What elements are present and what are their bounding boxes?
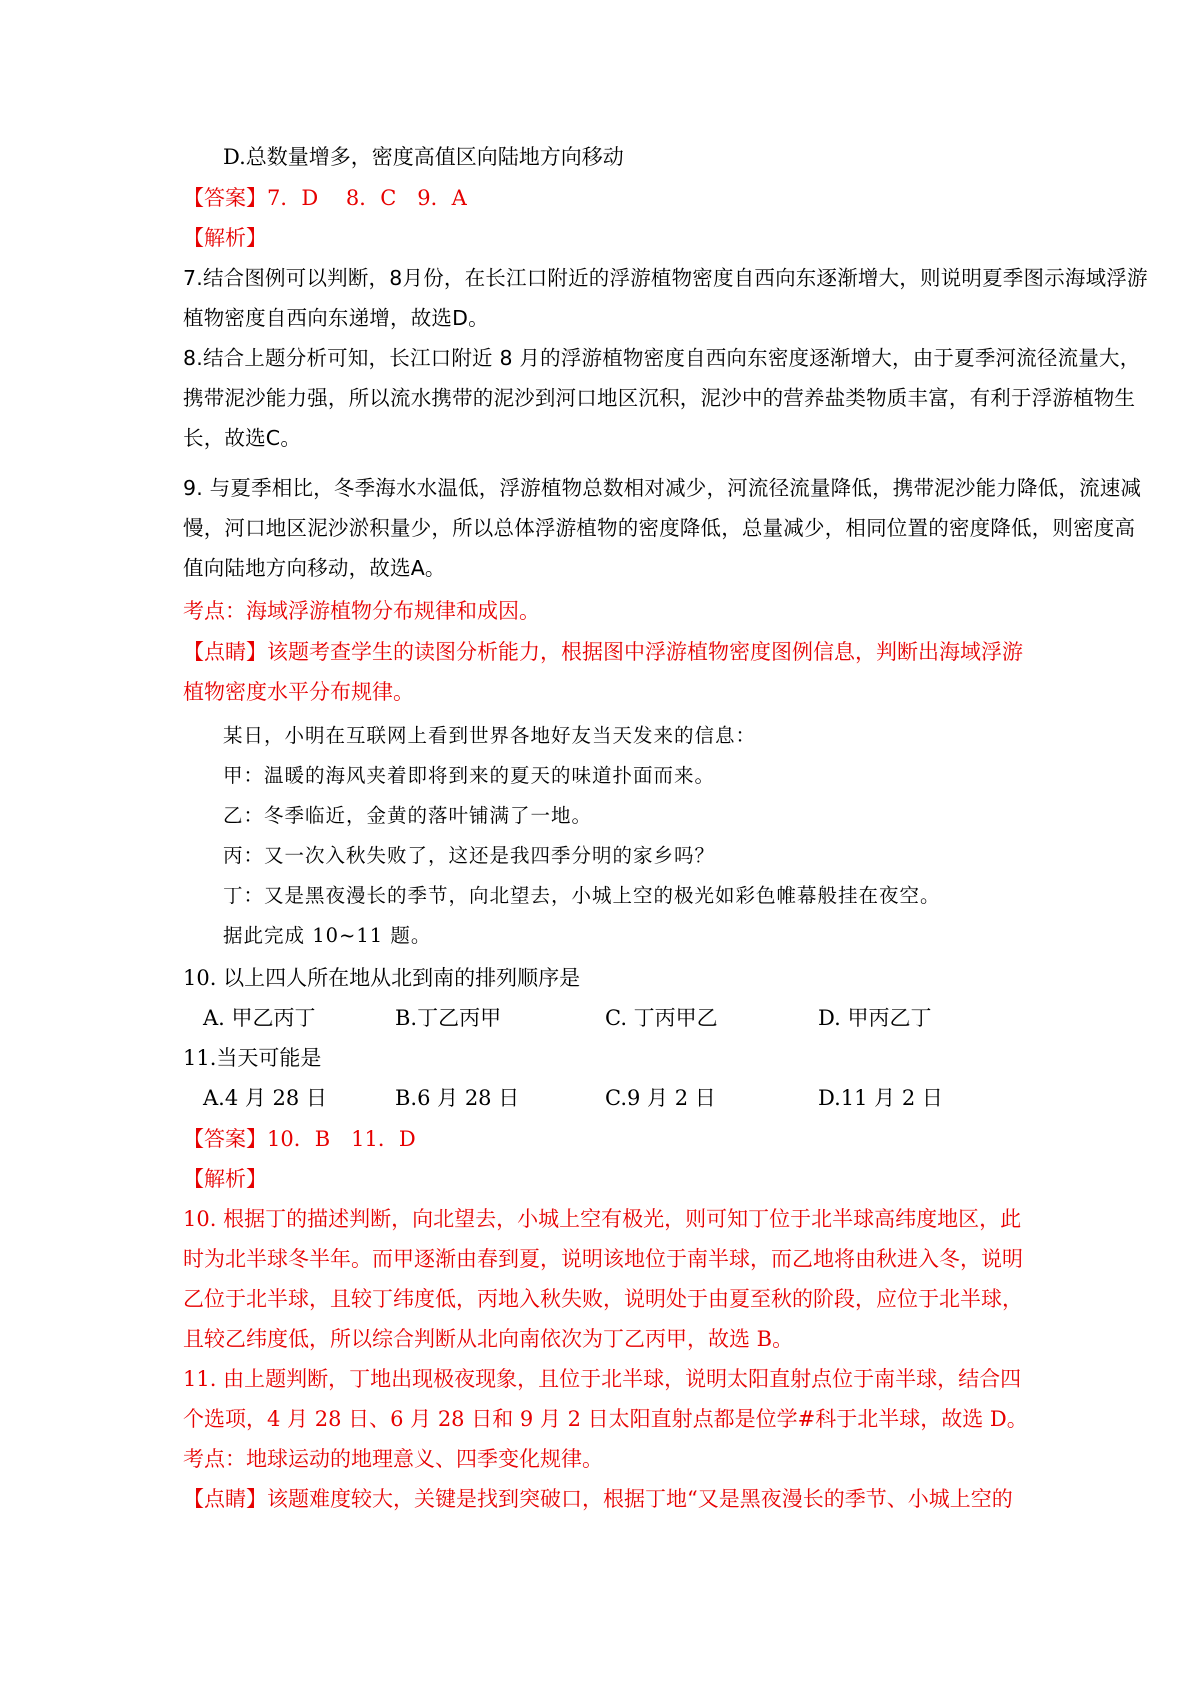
stem-bing: 丙：又一次入秋失败了，这还是我四季分明的家乡吗？ [223, 844, 716, 867]
stem-jia: 甲：温暖的海风夹着即将到来的夏天的味道扑面而来。 [223, 764, 716, 787]
stem-yi: 乙：冬季临近，金黄的落叶铺满了一地。 [223, 804, 593, 827]
kaodian-2: 考点：地球运动的地理意义、四季变化规律。 [183, 1447, 603, 1471]
explain8-line-1: 8.结合上题分析可知，长江口附近 8 月的浮游植物密度自西向东密度逐渐增大，由于夏季河流径流量大， [183, 346, 1141, 370]
explain9-line-1: 9. 与夏季相比，冬季海水水温低，浮游植物总数相对减少，河流径流量降低，携带泥沙能力降低，流速减 [183, 476, 1142, 500]
explain7-line-1: 7.结合图例可以判断，8月份，在长江口附近的浮游植物密度自西向东逐渐增大，则说明夏季图示海域浮游 [183, 266, 1148, 290]
answer-tag-2: 【答案】 [183, 1127, 267, 1151]
explain10-line-1: 10. 根据丁的描述判断，向北望去，小城上空有极光，则可知丁位于北半球高纬度地区，此 [183, 1207, 1022, 1231]
explain7-line-2: 植物密度自西向东递增，故选D。 [183, 306, 489, 330]
answer-line-1 [183, 183, 467, 213]
answer-text: 7．D 8．C 9．A [267, 186, 467, 210]
explain10-line-2: 时为北半球冬半年。而甲逐渐由春到夏，说明该地位于南半球，而乙地将由秋进入冬，说明 [183, 1247, 1023, 1271]
q11-option-c: C.9 月 2 日 [605, 1086, 716, 1110]
kaodian-1: 考点：海域浮游植物分布规律和成因。 [183, 599, 540, 623]
option-d-prev: D.总数量增多，密度高值区向陆地方向移动 [223, 145, 624, 169]
dianjing-tag: 【点睛】 [183, 640, 267, 664]
answer-text-2: 10．B 11．D [267, 1127, 416, 1151]
q10-text: 10. 以上四人所在地从北到南的排列顺序是 [183, 966, 581, 990]
explain11-line-2: 个选项，4 月 28 日、6 月 28 日和 9 月 2 日太阳直射点都是位学#科于北半球，故选 D。 [183, 1407, 1028, 1431]
q11-option-a: A.4 月 28 日 [203, 1086, 327, 1110]
q10-option-d: D. 甲丙乙丁 [818, 1006, 932, 1030]
dianjing-line-2: 植物密度水平分布规律。 [183, 680, 414, 704]
dianjing-text-1: 该题考查学生的读图分析能力，根据图中浮游植物密度图例信息，判断出海域浮游 [267, 640, 1023, 664]
q11-text: 11.当天可能是 [183, 1046, 322, 1070]
explain9-line-3: 值向陆地方向移动，故选A。 [183, 556, 446, 580]
dianjing-text-2: 该题难度较大，关键是找到突破口，根据丁地“又是黑夜漫长的季节、小城上空的 [267, 1487, 1013, 1511]
stem-instruction: 据此完成 10~11 题。 [223, 924, 432, 947]
q11-option-d: D.11 月 2 日 [818, 1086, 943, 1110]
dianjing-tag-2: 【点睛】 [183, 1487, 267, 1511]
explain10-line-4: 且较乙纬度低，所以综合判断从北向南依次为丁乙丙甲，故选 B。 [183, 1327, 794, 1351]
stem-ding: 丁：又是黑夜漫长的季节，向北望去，小城上空的极光如彩色帷幕般挂在夜空。 [223, 884, 941, 907]
q10-option-b: B.丁乙丙甲 [395, 1006, 502, 1030]
explain8-line-3: 长，故选C。 [183, 426, 302, 450]
answer-tag: 【答案】 [183, 186, 267, 210]
q10-option-a: A. 甲乙丙丁 [203, 1006, 316, 1030]
dianjing-line-1 [183, 637, 1023, 667]
explain9-line-2: 慢，河口地区泥沙淤积量少，所以总体浮游植物的密度降低，总量减少，相同位置的密度降低，则密度高 [183, 516, 1136, 540]
answer-line-2 [183, 1124, 416, 1154]
stem-intro: 某日，小明在互联网上看到世界各地好友当天发来的信息： [223, 724, 757, 747]
explain8-line-2: 携带泥沙能力强，所以流水携带的泥沙到河口地区沉积，泥沙中的营养盐类物质丰富，有利于浮游植物生 [183, 386, 1136, 410]
analysis-tag-1: 【解析】 [183, 226, 267, 250]
explain10-line-3: 乙位于北半球，且较丁纬度低，丙地入秋失败，说明处于由夏至秋的阶段，应位于北半球， [183, 1287, 1023, 1311]
q11-option-b: B.6 月 28 日 [395, 1086, 520, 1110]
dianjing-line-3 [183, 1484, 1013, 1514]
analysis-tag-2: 【解析】 [183, 1167, 267, 1191]
explain11-line-1: 11. 由上题判断，丁地出现极夜现象，且位于北半球，说明太阳直射点位于南半球，结合四 [183, 1367, 1022, 1391]
q10-option-c: C. 丁丙甲乙 [605, 1006, 718, 1030]
